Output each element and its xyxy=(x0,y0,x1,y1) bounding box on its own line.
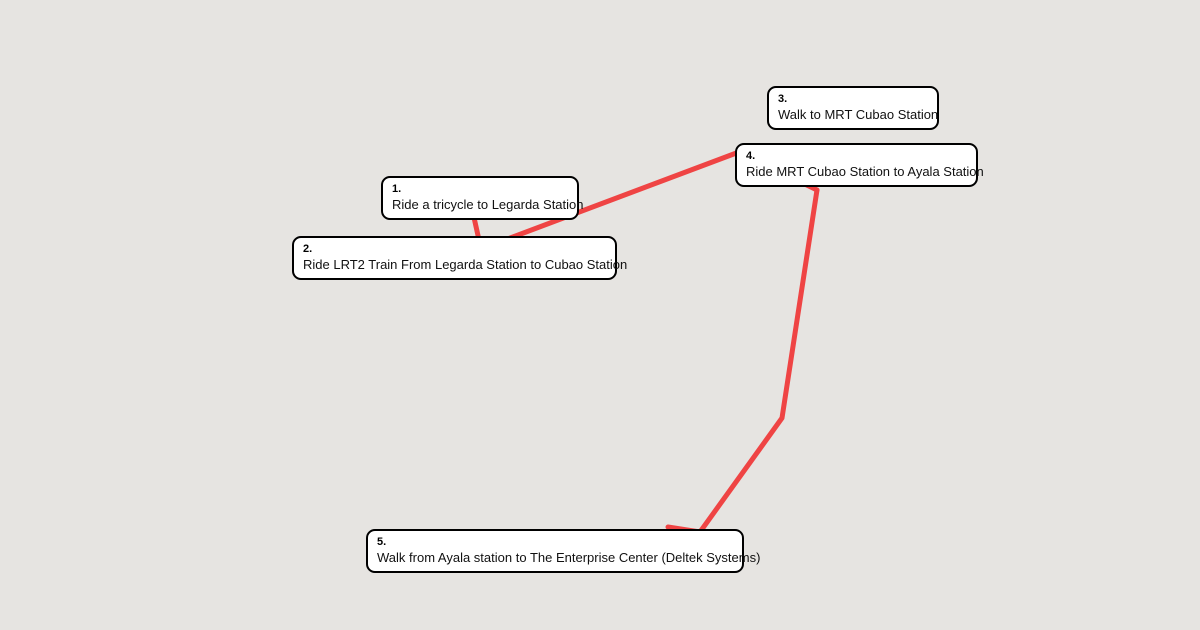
step-5-index: 5. xyxy=(377,536,387,548)
step-3-text: Walk to MRT Cubao Station xyxy=(778,106,939,122)
step-1-text: Ride a tricycle to Legarda Station xyxy=(392,196,584,212)
step-2-index: 2. xyxy=(303,243,313,255)
step-4-mrt-cubao-to-ayala[interactable] xyxy=(735,143,984,187)
step-4-text: Ride MRT Cubao Station to Ayala Station xyxy=(746,163,984,179)
step-1-tricycle-to-legarda[interactable] xyxy=(381,176,584,220)
step-2-lrt2-legarda-to-cubao[interactable] xyxy=(292,236,628,280)
step-1-index: 1. xyxy=(392,183,402,195)
step-5-text: Walk from Ayala station to The Enterprise Center (Deltek Systems) xyxy=(377,549,761,565)
step-3-walk-to-mrt-cubao[interactable] xyxy=(767,86,939,130)
step-2-text: Ride LRT2 Train From Legarda Station to Cubao Station xyxy=(303,256,628,272)
step-4-index: 4. xyxy=(746,150,756,162)
step-5-walk-ayala-to-enterprise-center[interactable] xyxy=(366,529,761,573)
route-segment-mrt xyxy=(700,190,817,532)
step-3-index: 3. xyxy=(778,93,788,105)
